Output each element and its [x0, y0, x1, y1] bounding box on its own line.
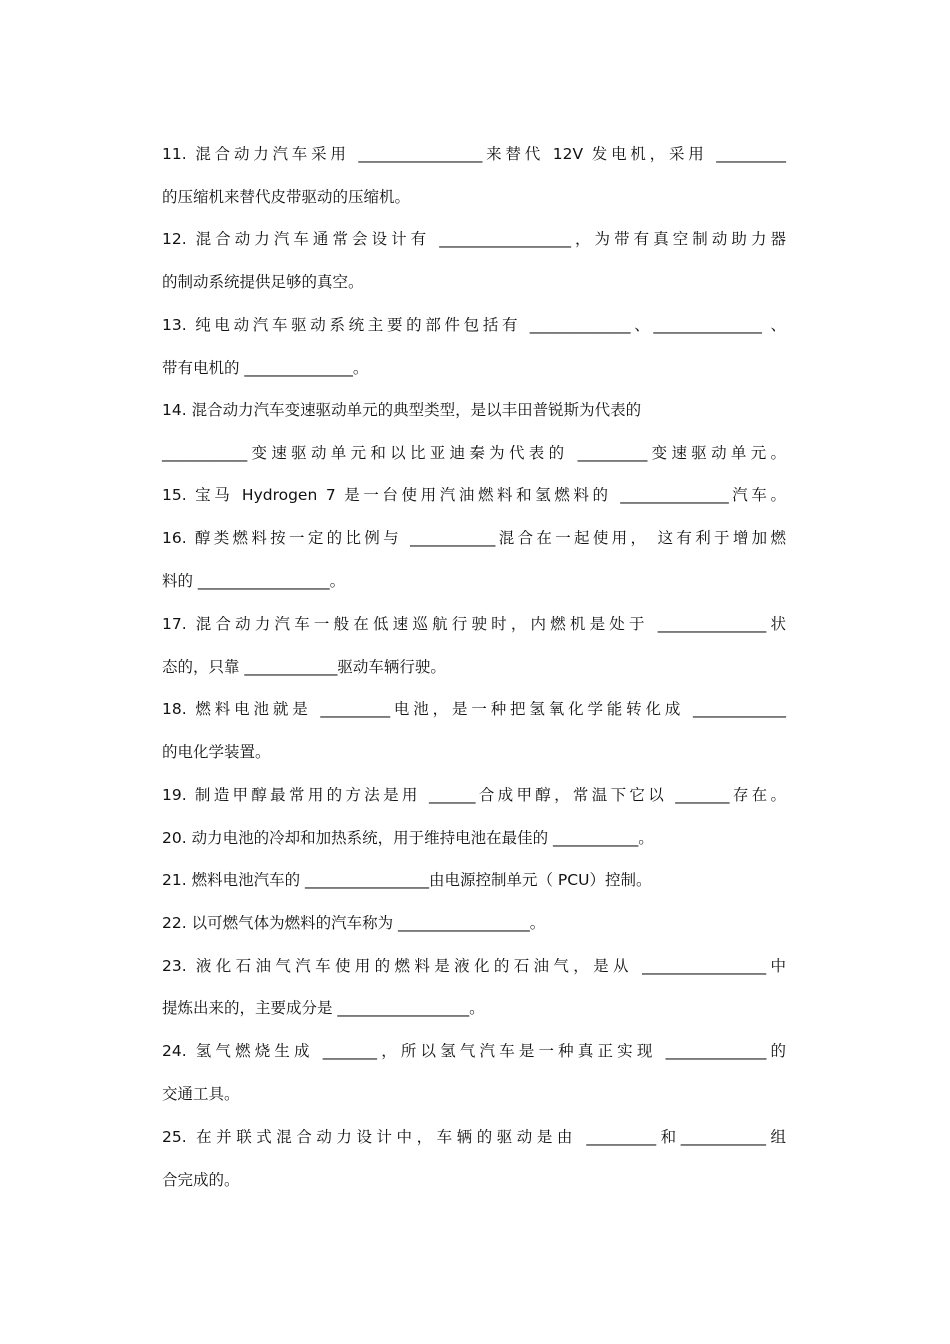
question-13-line-1: 13. 纯电动汽车驱动系统主要的部件包括有 _____________、______________ 、: [162, 316, 786, 334]
question-22-line-1: 22. 以可燃气体为燃料的汽车称为 _________________。: [162, 914, 546, 932]
question-15-line-1: 15. 宝马 Hydrogen 7 是一台使用汽油燃料和氢燃料的 ______________汽车。: [162, 486, 786, 504]
question-24-line-1: 24. 氢气燃烧生成 _______，所以氢气汽车是一种真正实现 _____________的: [162, 1042, 786, 1060]
question-14-line-2: ___________变速驱动单元和以比亚迪秦为代表的 _________变速驱动单元。: [162, 444, 786, 462]
question-23-line-2: 提炼出来的，主要成分是 _________________。: [162, 999, 485, 1017]
question-11-line-1: 11. 混合动力汽车采用 ________________来替代 12V 发电机，采用 _________: [162, 145, 786, 163]
question-25-line-1: 25. 在并联式混合动力设计中，车辆的驱动是由 _________和___________组: [162, 1128, 786, 1146]
question-24-line-2: 交通工具。: [162, 1085, 240, 1103]
question-23-line-1: 23. 液化石油气汽车使用的燃料是液化的石油气，是从 ________________中: [162, 957, 786, 975]
question-12-line-2: 的制动系统提供足够的真空。: [162, 273, 364, 291]
question-11-line-2: 的压缩机来替代皮带驱动的压缩机。: [162, 188, 411, 206]
question-16-line-2: 料的 _________________。: [162, 572, 346, 590]
question-25-line-2: 合完成的。: [162, 1171, 240, 1189]
question-20-line-1: 20. 动力电池的冷却和加热系统，用于维持电池在最佳的 ___________。: [162, 829, 654, 847]
question-16-line-1: 16. 醇类燃料按一定的比例与 ___________混合在一起使用， 这有利于增加燃: [162, 529, 786, 547]
question-14-line-1: 14. 混合动力汽车变速驱动单元的典型类型，是以丰田普锐斯为代表的: [162, 401, 642, 419]
question-18-line-2: 的电化学装置。: [162, 743, 271, 761]
question-17-line-1: 17. 混合动力汽车一般在低速巡航行驶时，内燃机是处于 ______________状: [162, 615, 786, 633]
question-21-line-1: 21. 燃料电池汽车的 ________________由电源控制单元（ PCU）控制。: [162, 871, 652, 889]
question-13-line-2: 带有电机的 ______________。: [162, 359, 369, 377]
question-17-line-2: 态的，只靠 ____________驱动车辆行驶。: [162, 658, 446, 676]
question-12-line-1: 12. 混合动力汽车通常会设计有 _________________，为带有真空制动助力器: [162, 230, 786, 248]
question-18-line-1: 18. 燃料电池就是 _________电池，是一种把氢氧化学能转化成 ____________: [162, 700, 786, 718]
question-19-line-1: 19. 制造甲醇最常用的方法是用 ______合成甲醇，常温下它以 _______存在。: [162, 786, 786, 804]
